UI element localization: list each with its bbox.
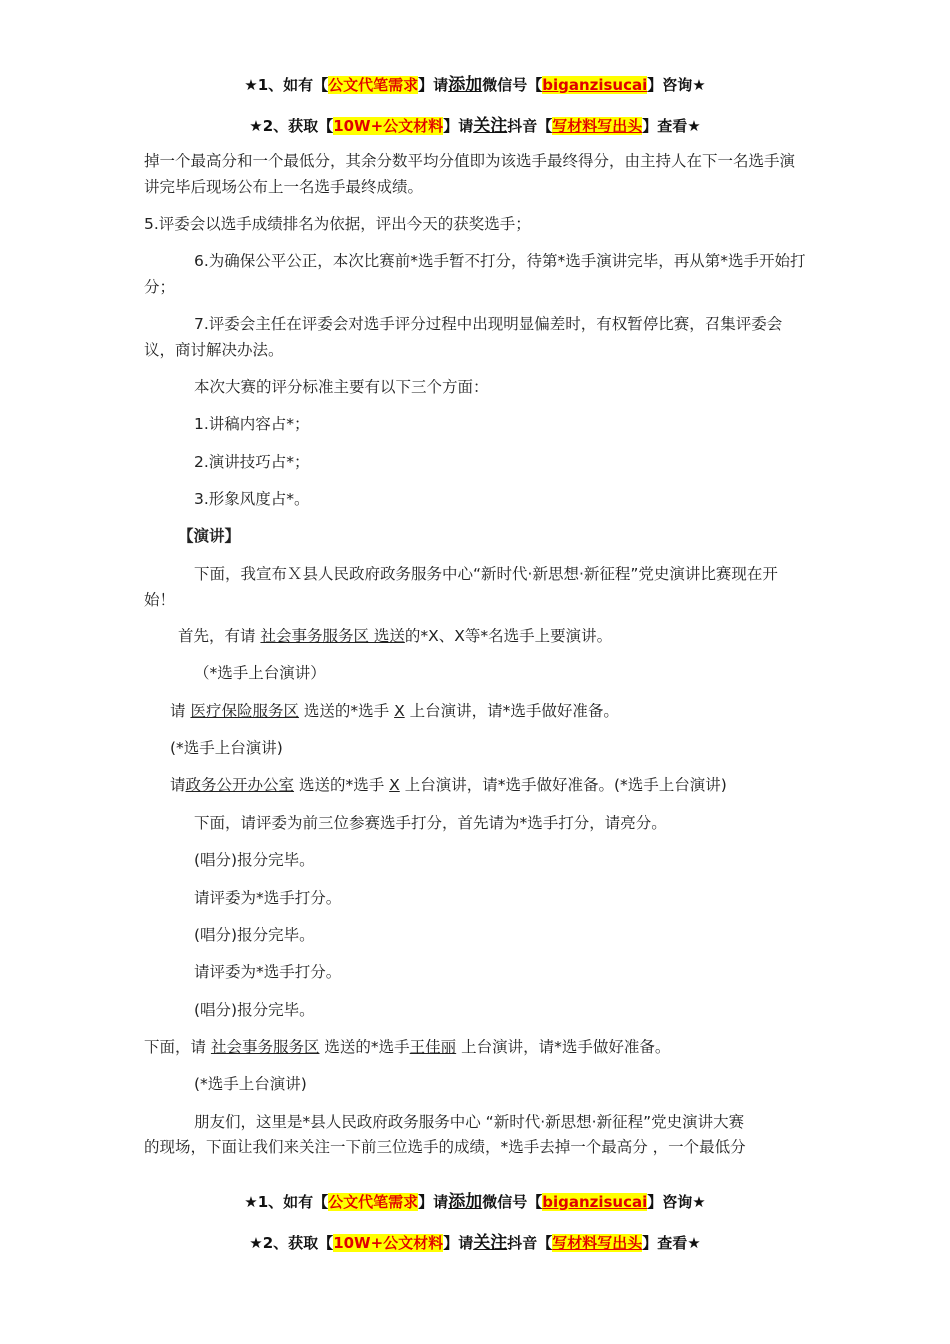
promo-highlight: 公文代笔需求 xyxy=(328,1193,419,1211)
paragraph: 请评委为*选手打分。 xyxy=(194,889,342,907)
paragraph: 本次大赛的评分标准主要有以下三个方面： xyxy=(194,378,489,396)
promo-douyin-id: 写材料写出头 xyxy=(552,1234,643,1252)
paragraph: 请评委为*选手打分。 xyxy=(194,963,342,981)
paragraph: (唱分)报分完毕。 xyxy=(194,851,315,869)
paragraph: 的现场，下面让我们来关注一下前三位选手的成绩，*选手去掉一个最高分 ，一个最低分 xyxy=(144,1138,746,1156)
promo-line-2: ★2、获取【10W+公文材料】请关注抖音【写材料写出头】查看★ xyxy=(249,116,701,136)
paragraph: 7.评委会主任在评委会对选手评分过程中出现明显偏差时，有权暂停比赛，召集评委会议，商讨解决办法。 xyxy=(144,315,783,359)
list-item: 3.形象风度占*。 xyxy=(194,490,310,508)
paragraph: 朋友们，这里是*县人民政府政务服务中心 “新时代·新思想·新征程”党史演讲大赛 xyxy=(194,1113,745,1131)
promo-line-1-footer: ★1、如有【公文代笔需求】请添加微信号【biganzisucai】咨询★ xyxy=(244,1192,706,1212)
paragraph: (*选手上台演讲) xyxy=(170,739,283,757)
section-heading: 【演讲】 xyxy=(178,527,241,545)
paragraph: （*选手上台演讲） xyxy=(194,664,326,682)
paragraph: 请 医疗保险服务区 选送的*选手 X 上台演讲，请*选手做好准备。 xyxy=(170,702,619,720)
promo-wechat-id: biganzisucai xyxy=(542,1193,648,1211)
promo-douyin-id: 写材料写出头 xyxy=(552,117,643,135)
paragraph: (*选手上台演讲) xyxy=(194,1075,307,1093)
paragraph: 掉一个最高分和一个最低分，其余分数平均分值即为该选手最终得分，由主持人在下一名选手演讲完毕后现场公布上一名选手最终成绩。 xyxy=(144,152,796,196)
paragraph: 下面，我宣布Ｘ县人民政府政务服务中心“新时代·新思想·新征程”党史演讲比赛现在开始！ xyxy=(144,565,778,609)
paragraph: 6.为确保公平公正，本次比赛前*选手暂不打分，待第*选手演讲完毕，再从第*选手开始打分； xyxy=(144,252,806,296)
paragraph: 首先，有请 社会事务服务区 选送的*X、X等*名选手上要演讲。 xyxy=(178,627,613,645)
promo-highlight: 公文代笔需求 xyxy=(328,76,419,94)
paragraph: (唱分)报分完毕。 xyxy=(194,926,315,944)
list-item: 2.演讲技巧占*； xyxy=(194,453,310,471)
paragraph: 5.评委会以选手成绩排名为依据，评出今天的获奖选手； xyxy=(144,215,531,233)
paragraph: 下面，请评委为前三位参赛选手打分，首先请为*选手打分，请亮分。 xyxy=(194,814,667,832)
paragraph: (唱分)报分完毕。 xyxy=(194,1001,315,1019)
promo-highlight: 10W+公文材料 xyxy=(333,117,444,135)
list-item: 1.讲稿内容占*； xyxy=(194,415,310,433)
promo-line-1: ★1、如有【公文代笔需求】请添加微信号【biganzisucai】咨询★ xyxy=(244,75,706,95)
paragraph: 下面，请 社会事务服务区 选送的*选手王佳丽 上台演讲，请*选手做好准备。 xyxy=(144,1038,671,1056)
paragraph: 请政务公开办公室 选送的*选手 X 上台演讲，请*选手做好准备。(*选手上台演讲) xyxy=(170,776,727,794)
promo-line-2-footer: ★2、获取【10W+公文材料】请关注抖音【写材料写出头】查看★ xyxy=(249,1233,701,1253)
promo-wechat-id: biganzisucai xyxy=(542,76,648,94)
promo-highlight: 10W+公文材料 xyxy=(333,1234,444,1252)
